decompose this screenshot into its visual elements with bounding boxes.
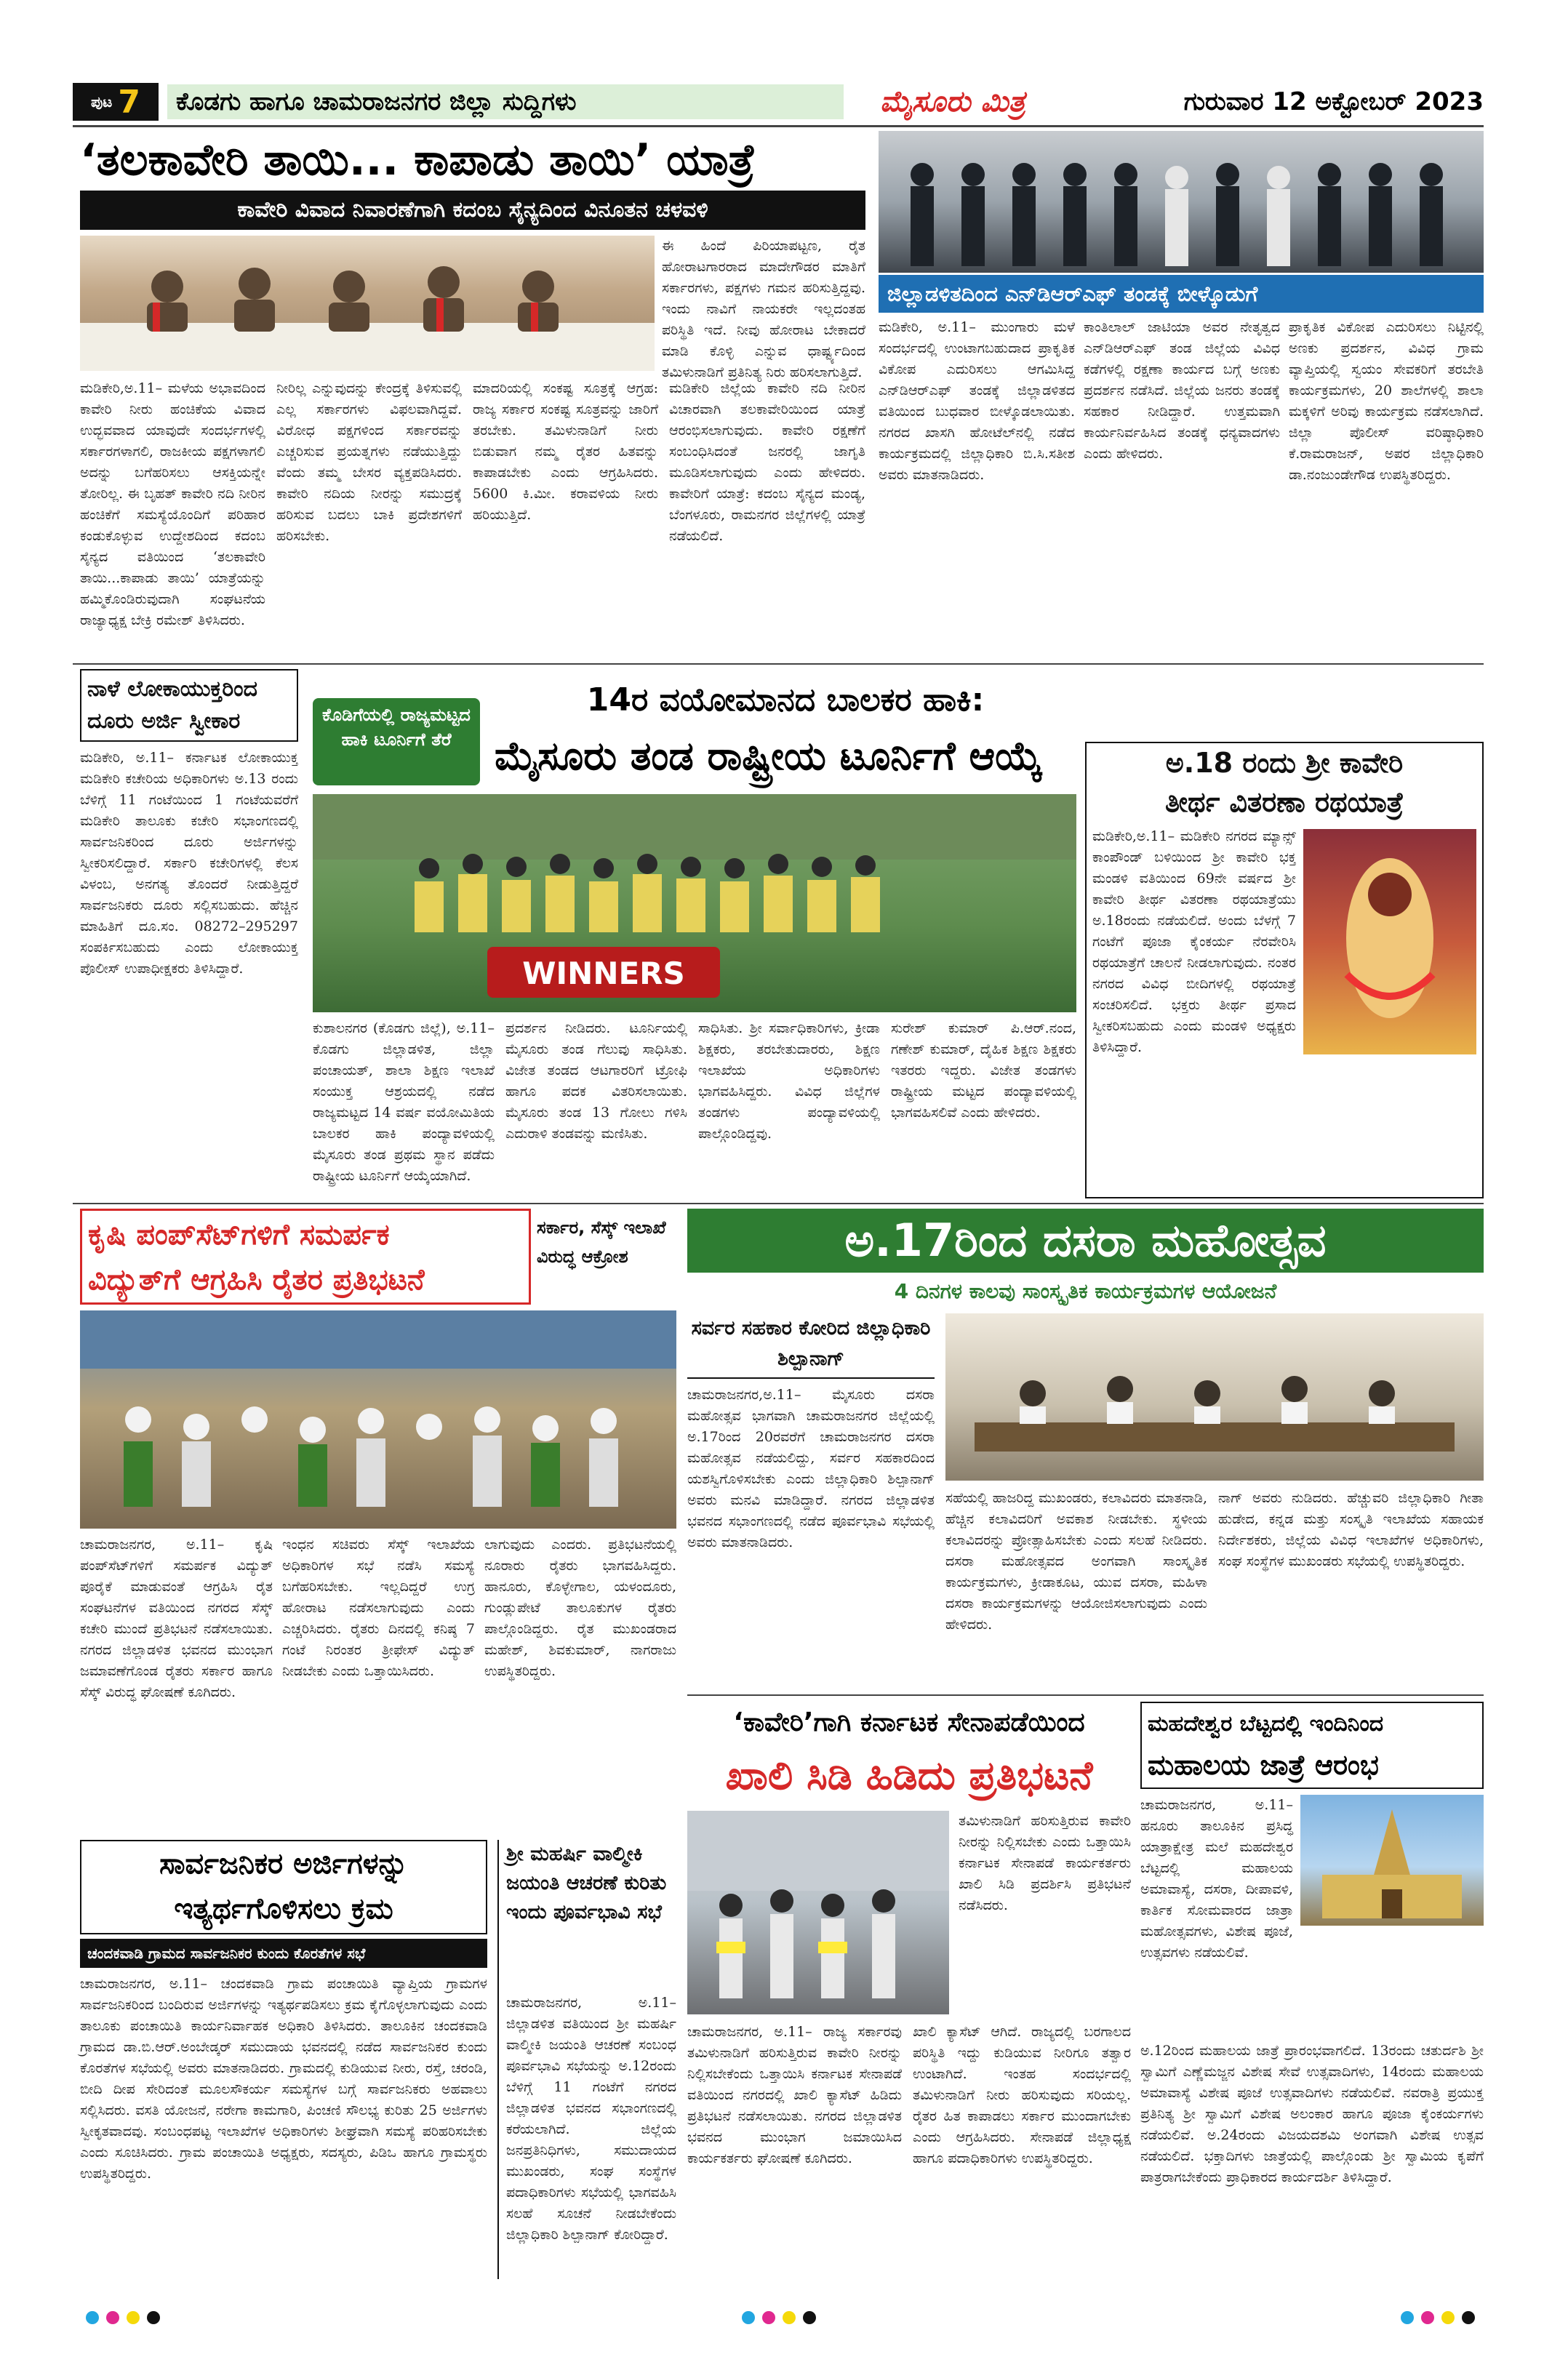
page-header (73, 79, 1484, 124)
story4-kicker-box (313, 698, 480, 785)
story6-side-label: ಸರ್ಕಾರ, ಸೆಸ್ಕ್ ಇಲಾಖೆ ವಿರುದ್ಧ ಆಕ್ರೋಶ (537, 1217, 666, 1267)
temple-photo (1300, 1795, 1484, 1926)
story2-headline-bar (879, 275, 1484, 313)
story7-kicker: ಸರ್ವರ ಸಹಕಾರ ಕೋರಿದ ಜಿಲ್ಲಾಧಿಕಾರಿ ಶಿಲ್ಪಾನಾಗ್ (691, 1317, 931, 1370)
story11-headline-1: ಮಹದೇಶ್ವರ ಬೆಟ್ಟದಲ್ಲಿ ಇಂದಿನಿಂದ (1148, 1711, 1384, 1737)
story7-column-1: ಚಾಮರಾಜನಗರ,ಅ.11– ಮೈಸೂರು ದಸರಾ ಮಹೋತ್ಸವ ಭಾಗವಾಗಿ ಚಾಮರಾಜನಗರ ಜಿಲ್ಲೆಯಲ್ಲಿ ಅ.17ರಿಂದ 20ರವರೆಗೆ ಚಾಮರಾಜನಗರ ದಸರಾ ಮಹೋತ್ಸವ ನಡೆಯಲಿದ್ದು, ಸರ್ವರ ಸಹಕಾರದಿಂದ ಯಶಸ್ವಿಗೊಳಿಸಬೇಕು ಎಂದು ಜಿಲ್ಲಾಧಿಕಾರಿ ಶಿಲ್ಪಾನಾಗ್ ಅವರು ಮನವಿ ಮಾಡಿದ್ದಾರೆ. ನಗರದ ಜಿಲ್ಲಾಡಳಿತ ಭವನದ ಸಭಾಂಗಣದಲ್ಲಿ ನಡೆದ ಪೂರ್ವಭಾವಿ ಸಭೆಯಲ್ಲಿ ಅವರು ಮಾತನಾಡಿದರು. (687, 1387, 935, 1550)
story1-subhead: ಕಾವೇರಿ ವಿವಾದ ನಿವಾರಣೆಗಾಗಿ ಕದಂಬ ಸೈನ್ಯದಿಂದ ವಿನೂತನ ಚಳವಳಿ (80, 191, 865, 230)
story8-headline-2: ಇತ್ಯರ್ಥಗೊಳಿಸಲು ಕ್ರಮ (174, 1892, 393, 1926)
story6-column-1: ಚಾಮರಾಜನಗರ, ಅ.11– ಕೃಷಿ ಪಂಪ್‌ಸೆಟ್‌ಗಳಿಗೆ ಸಮರ್ಪಕ ವಿದ್ಯುತ್ ಪೂರೈಕೆ ಮಾಡುವಂತೆ ಆಗ್ರಹಿಸಿ ರೈತ ಸಂಘಟನೆಗಳ ವತಿಯಿಂದ ನಗರದ ಸೆಸ್ಕ್ ಕಚೇರಿ ಮುಂದೆ ಪ್ರತಿಭಟನೆ ನಡೆಸಲಾಯಿತು. ನಗರದ ಜಿಲ್ಲಾಡಳಿತ ಭವನದ ಮುಂಭಾಗ ಜಮಾವಣೆಗೊಂಡ ರೈತರು ಸರ್ಕಾರ ಹಾಗೂ ಸೆಸ್ಕ್ ವಿರುದ್ಧ ಘೋಷಣೆ ಕೂಗಿದರು. (80, 1537, 273, 1700)
cyan-mark (86, 2311, 99, 2324)
farmers-protest-photo (80, 1310, 676, 1529)
story1-photo (80, 236, 655, 371)
story10-column-2: ಖಾಲಿ ಕ್ಯಾಸೆಟ್ ಆಗಿದೆ. ರಾಜ್ಯದಲ್ಲಿ ಬರಗಾಲದ ಪರಿಸ್ಥಿತಿ ಇದ್ದು ಕುಡಿಯುವ ನೀರಿಗೂ ತತ್ವಾರ ಉಂಟಾಗಿದೆ. ಇಂತಹ ಸಂದರ್ಭದಲ್ಲಿ ತಮಿಳುನಾಡಿಗೆ ನೀರು ಹರಿಸುವುದು ಸರಿಯಲ್ಲ. ರೈತರ ಹಿತ ಕಾಪಾಡಲು ಸರ್ಕಾರ ಮುಂದಾಗಬೇಕು ಎಂದು ಆಗ್ರಹಿಸಿದರು. ಸೇನಾಪಡೆ ಜಿಲ್ಲಾಧ್ಯಕ್ಷ ಹಾಗೂ ಪದಾಧಿಕಾರಿಗಳು ಉಪಸ್ಥಿತರಿದ್ದರು. (913, 2024, 1131, 2166)
story11-headline-box (1140, 1702, 1484, 1789)
story1-column-1: ಮಡಿಕೇರಿ,ಅ.11– ಮಳೆಯ ಅಭಾವದಿಂದ ಕಾವೇರಿ ನೀರು ಹಂಚಿಕೆಯ ವಿವಾದ ಉದ್ಭವವಾದ ಯಾವುದೇ ಸಂದರ್ಭಗಳಲ್ಲಿ ಸರ್ಕಾರಗಳಾಗಲಿ, ರಾಜಕೀಯ ಪಕ್ಷಗಳಾಗಲಿ ಅದನ್ನು ಬಗೆಹರಿಸಲು ಆಸಕ್ತಿಯನ್ನೇ ತೋರಿಲ್ಲ. ಈ ಬೃಹತ್ ಕಾವೇರಿ ನದಿ ನೀರಿನ ಹಂಚಿಕೆಗೆ ಸಮಸ್ಯೆಯೊಂದಿಗೆ ಪರಿಹಾರ ಕಂಡುಕೊಳ್ಳುವ ಉದ್ದೇಶದಿಂದ ಕದಂಬ ಸೈನ್ಯದ ವತಿಯಿಂದ ‘ತಲಕಾವೇರಿ ತಾಯಿ...ಕಾಪಾಡು ತಾಯಿ’ ಯಾತ್ರೆಯನ್ನು ಹಮ್ಮಿಕೊಂಡಿರುವುದಾಗಿ ಸಂಘಟನೆಯ ರಾಜ್ಯಾಧ್ಯಕ್ಷ ಬೇಕ್ರಿ ರಮೇಶ್ ತಿಳಿಸಿದರು. (80, 380, 265, 628)
print-marks-center (742, 2311, 816, 2324)
story7-headline: ಅ.17ರಿಂದ ದಸರಾ ಮಹೋತ್ಸವ (844, 1214, 1327, 1267)
page-label: ಪುಟ (91, 93, 113, 111)
story1-column-3: ಮಾದರಿಯಲ್ಲಿ ಸಂಕಷ್ಟ ಸೂತ್ರಕ್ಕೆ ಆಗ್ರಹ: ರಾಜ್ಯ ಸರ್ಕಾರ ಸಂಕಷ್ಟ ಸೂತ್ರವನ್ನು ಜಾರಿಗೆ ತರಬೇಕು. ತಮಿಳುನಾಡಿಗೆ ನೀರು ಬಿಡುವಾಗ ನಮ್ಮ ರೈತರ ಹಿತವನ್ನು ಕಾಪಾಡಬೇಕು ಎಂದು ಆಗ್ರಹಿಸಿದರು. 5600 ಕಿ.ಮೀ. ಕರಾವಳಿಯ ನೀರು ಹರಿಯುತ್ತಿದೆ. (473, 380, 658, 523)
yellow-mark (783, 2311, 796, 2324)
story2-column-1: ಮಡಿಕೇರಿ, ಅ.11– ಮುಂಗಾರು ಮಳೆ ಸಂದರ್ಭದಲ್ಲಿ ಉಂಟಾಗಬಹುದಾದ ಪ್ರಾಕೃತಿಕ ವಿಕೋಪ ಎದುರಿಸಲು ಆಗಮಿಸಿದ್ದ ಎನ್‌ಡಿಆರ್‌ಎಫ್ ತಂಡಕ್ಕೆ ಜಿಲ್ಲಾಡಳಿತದ ವತಿಯಿಂದ ಬುಧವಾರ ಬೀಳ್ಕೊಡಲಾಯಿತು. ನಗರದ ಖಾಸಗಿ ಹೋಟೆಲ್‌ನಲ್ಲಿ ನಡೆದ ಕಾರ್ಯಕ್ರಮದಲ್ಲಿ ಜಿಲ್ಲಾಧಿಕಾರಿ ಬಿ.ಸಿ.ಸತೀಶ ಅವರು ಮಾತನಾಡಿದರು. (879, 319, 1075, 483)
meeting-room-illustration (945, 1313, 1484, 1481)
magenta-mark (1421, 2311, 1434, 2324)
yellow-mark (127, 2311, 140, 2324)
story1-intro: ಈ ಹಿಂದೆ ಪಿರಿಯಾಪಟ್ಟಣ, ರೈತ ಹೋರಾಟಗಾರರಾದ ಮಾದೇಗೌಡರ ಮಾತಿಗೆ ಸರ್ಕಾರಗಳು, ಪಕ್ಷಗಳು ಗಮನ ಹರಿಸುತ್ತಿದ್ದವು. ಇಂದು ನಾವಿಗೆ ನಾಯಕರೇ ಇಲ್ಲದಂತಹ ಪರಿಸ್ಥಿತಿ ಇದೆ. ನೀವು ಹೋರಾಟ ಬೇಕಾದರೆ ಮಾಡಿ ಕೊಳ್ಳಿ ಎನ್ನುವ ಧಾರ್ಷ್ಟ್ಯದಿಂದ ತಮಿಳುನಾಡಿಗೆ ಪ್ರತಿನಿತ್ಯ ನಿರು ಹರಿಸಲಾಗುತ್ತಿದೆ. (662, 238, 865, 380)
goddess-kaveri-photo (1303, 829, 1476, 1054)
story4-column-2: ಪ್ರದರ್ಶನ ನೀಡಿದರು. ಟೂರ್ನಿಯಲ್ಲಿ ಮೈಸೂರು ತಂಡ ಗೆಲುವು ಸಾಧಿಸಿತು. ವಿಜೇತ ತಂಡದ ಆಟಗಾರರಿಗೆ ಟ್ರೋಫಿ ಹಾಗೂ ಪದಕ ವಿತರಿಸಲಾಯಿತು. ಮೈಸೂರು ತಂಡ 13 ಗೋಲು ಗಳಿಸಿ ಎದುರಾಳಿ ತಂಡವನ್ನು ಮಣಿಸಿತು. (505, 1020, 687, 1142)
protest-crowd-illustration (80, 1310, 676, 1529)
story10-column-1: ಚಾಮರಾಜನಗರ, ಅ.11– ರಾಜ್ಯ ಸರ್ಕಾರವು ತಮಿಳುನಾಡಿಗೆ ಹರಿಸುತ್ತಿರುವ ಕಾವೇರಿ ನೀರನ್ನು ನಿಲ್ಲಿಸಬೇಕೆಂದು ಒತ್ತಾಯಿಸಿ ಕರ್ನಾಟಕ ಸೇನಾಪಡೆ ವತಿಯಿಂದ ನಗರದಲ್ಲಿ ಖಾಲಿ ಕ್ಯಾಸೆಟ್ ಹಿಡಿದು ಪ್ರತಿಭಟನೆ ನಡೆಸಲಾಯಿತು. ನಗರದ ಜಿಲ್ಲಾಡಳಿತ ಭವನದ ಮುಂಭಾಗ ಜಮಾಯಿಸಿದ ಕಾರ್ಯಕರ್ತರು ಘೋಷಣೆ ಕೂಗಿದರು. (687, 2024, 902, 2166)
story7-column-2: ಸಹೆಯಲ್ಲಿ ಹಾಜರಿದ್ದ ಮುಖಂಡರು, ಕಲಾವಿದರು ಮಾತನಾಡಿ, ಹೆಚ್ಚಿನ ಕಲಾವಿದರಿಗೆ ಅವಕಾಶ ನೀಡಬೇಕು. ಸ್ಥಳೀಯ ಕಲಾವಿದರನ್ನು ಪ್ರೋತ್ಸಾಹಿಸಬೇಕು ಎಂದು ಸಲಹೆ ನೀಡಿದರು. ದಸರಾ ಮಹೋತ್ಸವದ ಅಂಗವಾಗಿ ಸಾಂಸ್ಕೃತಿಕ ಕಾರ್ಯಕ್ರಮಗಳು, ಕ್ರೀಡಾಕೂಟ, ಯುವ ದಸರಾ, ಮಹಿಳಾ ದಸರಾ ಕಾರ್ಯಕ್ರಮಗಳನ್ನು ಆಯೋಜಿಸಲಾಗುವುದು ಎಂದು ಹೇಳಿದರು. (945, 1490, 1207, 1633)
story8-body: ಚಾಮರಾಜನಗರ, ಅ.11– ಚಂದಕವಾಡಿ ಗ್ರಾಮ ಪಂಚಾಯಿತಿ ವ್ಯಾಪ್ತಿಯ ಗ್ರಾಮಗಳ ಸಾರ್ವಜನಿಕರಿಂದ ಬಂದಿರುವ ಅರ್ಜಿಗಳನ್ನು ಇತ್ಯರ್ಥಪಡಿಸಲು ಕ್ರಮ ಕೈಗೊಳ್ಳಲಾಗುವುದು ಎಂದು ತಾಲೂಕು ಪಂಚಾಯಿತಿ ಕಾರ್ಯನಿರ್ವಾಹಕ ಅಧಿಕಾರಿ ತಿಳಿಸಿದರು. ತಾಲೂಕಿನ ಚಂದಕವಾಡಿ ಗ್ರಾಮದ ಡಾ.ಬಿ.ಆರ್.ಅಂಬೇಡ್ಕರ್ ಸಮುದಾಯ ಭವನದಲ್ಲಿ ನಡೆದ ಸಾರ್ವಜನಿಕರ ಕುಂದು ಕೊರತೆಗಳ ಸಭೆಯಲ್ಲಿ ಅವರು ಮಾತನಾಡಿದರು. ಗ್ರಾಮದಲ್ಲಿ ಕುಡಿಯುವ ನೀರು, ರಸ್ತೆ, ಚರಂಡಿ, ಬೀದಿ ದೀಪ ಸೇರಿದಂತೆ ಮೂಲಸೌಕರ್ಯ ಸಮಸ್ಯೆಗಳ ಬಗ್ಗೆ ಸಾರ್ವಜನಿಕರು ಅಹವಾಲು ಸಲ್ಲಿಸಿದರು. ವಸತಿ ಯೋಜನೆ, ನರೇಗಾ ಕಾಮಗಾರಿ, ಪಿಂಚಣಿ ಸೌಲಭ್ಯ ಕುರಿತು 25 ಅರ್ಜಿಗಳು ಸ್ವೀಕೃತವಾದವು. ಸಂಬಂಧಪಟ್ಟ ಇಲಾಖೆಗಳ ಅಧಿಕಾರಿಗಳು ಶೀಘ್ರವಾಗಿ ಸಮಸ್ಯೆ ಪರಿಹರಿಸಬೇಕು ಎಂದು ಸೂಚಿಸಿದರು. ಗ್ರಾಮ ಪಂಚಾಯಿತಿ ಅಧ್ಯಕ್ಷರು, ಸದಸ್ಯರು, ಪಿಡಿಒ ಹಾಗೂ ಗ್ರಾಮಸ್ಥರು ಉಪಸ್ಥಿತರಿದ್ದರು. (80, 1976, 487, 2182)
story8-bar: ಚಂದಕವಾಡಿ ಗ್ರಾಮದ ಸಾರ್ವಜನಿಕರ ಕುಂದು ಕೊರತೆಗಳ ಸಭೆ (80, 1939, 487, 1968)
story5-headline-2: ತೀರ್ಥ ವಿತರಣಾ ರಥಯಾತ್ರೆ (1164, 786, 1404, 818)
divider-2 (73, 1203, 1484, 1204)
protesters-illustration (687, 1811, 949, 2014)
story7-column-3: ನಾಗ್ ಅವರು ನುಡಿದರು. ಹೆಚ್ಚುವರಿ ಜಿಲ್ಲಾಧಿಕಾರಿ ಗೀತಾ ಹುಡೇದ, ಕನ್ನಡ ಮತ್ತು ಸಂಸ್ಕೃತಿ ಇಲಾಖೆಯ ಸಹಾಯಕ ನಿರ್ದೇಶಕರು, ಜಿಲ್ಲೆಯ ವಿವಿಧ ಇಲಾಖೆಗಳ ಅಧಿಕಾರಿಗಳು, ಸಂಘ ಸಂಸ್ಥೆಗಳ ಮುಖಂಡರು ಸಭೆಯಲ್ಲಿ ಉಪಸ್ಥಿತರಿದ್ದರು. (1218, 1490, 1484, 1569)
magenta-mark (106, 2311, 119, 2324)
ndrf-team-photo (879, 131, 1484, 273)
header-rule (73, 125, 1484, 127)
story8-headline-box (80, 1840, 487, 1934)
story6-headline-2: ವಿದ್ಯುತ್‌ಗೆ ಆಗ್ರಹಿಸಿ ರೈತರ ಪ್ರತಿಭಟನೆ (88, 1263, 425, 1297)
hockey-team-photo (313, 794, 1076, 1012)
story3-headline: ನಾಳೆ ಲೋಕಾಯುಕ್ತರಿಂದ ದೂರು ಅರ್ಜಿ ಸ್ವೀಕಾರ (87, 676, 257, 734)
black-mark (147, 2311, 160, 2324)
cyan-mark (742, 2311, 755, 2324)
divider-1 (73, 663, 1484, 665)
story11-headline-2: ಮಹಾಲಯ ಜಾತ್ರೆ ಆರಂಭ (1148, 1749, 1379, 1781)
story11-body-2: ಅ.12ರಿಂದ ಮಹಾಲಯ ಜಾತ್ರೆ ಪ್ರಾರಂಭವಾಗಲಿದೆ. 13ರಂದು ಚತುರ್ದಶಿ ಶ್ರೀ ಸ್ವಾಮಿಗೆ ಎಣ್ಣೆಮಜ್ಜನ ವಿಶೇಷ ಸೇವೆ ಉತ್ಸವಾದಿಗಳು, 14ರಂದು ಮಹಾಲಯ ಅಮಾವಾಸ್ಯೆ ವಿಶೇಷ ಪೂಜೆ ಉತ್ಸವಾದಿಗಳು ನಡೆಯಲಿವೆ. ನವರಾತ್ರಿ ಪ್ರಯುಕ್ತ ಪ್ರತಿನಿತ್ಯ ಶ್ರೀ ಸ್ವಾಮಿಗೆ ವಿಶೇಷ ಅಲಂಕಾರ ಹಾಗೂ ಪೂಜಾ ಕೈಂಕರ್ಯಗಳು ನಡೆಯಲಿವೆ. ಅ.24ರಂದು ವಿಜಯದಶಮಿ ಅಂಗವಾಗಿ ವಿಶೇಷ ಉತ್ಸವ ನಡೆಯಲಿದೆ. ಭಕ್ತಾದಿಗಳು ಜಾತ್ರೆಯಲ್ಲಿ ಪಾಲ್ಗೊಂಡು ಶ್ರೀ ಸ್ವಾಮಿಯ ಕೃಪೆಗೆ ಪಾತ್ರರಾಗಬೇಕೆಂದು ಪ್ರಾಧಿಕಾರದ ಕಾರ್ಯದರ್ಶಿ ತಿಳಿಸಿದ್ದಾರೆ. (1140, 2043, 1484, 2185)
story1-column-2: ನೀರಿಲ್ಲ ಎನ್ನುವುದನ್ನು ಕೇಂದ್ರಕ್ಕೆ ತಿಳಿಸುವಲ್ಲಿ ಎಲ್ಲ ಸರ್ಕಾರಗಳು ವಿಫಲವಾಗಿದ್ದವೆ. ವಿರೋಧ ಪಕ್ಷಗಳಿಂದ ಸರ್ಕಾರವನ್ನು ಎಚ್ಚರಿಸುವ ಪ್ರಯತ್ನಗಳು ನಡೆಯುತ್ತಿದ್ದು ವೆಂದು ತಮ್ಮ ಬೇಸರ ವ್ಯಕ್ತಪಡಿಸಿದರು. ಕಾವೇರಿ ನದಿಯ ನೀರನ್ನು ಸಮುದ್ರಕ್ಕೆ ಹರಿಸುವ ಬದಲು ಬಾಕಿ ಪ್ರದೇಶಗಳಿಗೆ ಹರಿಸಬೇಕು. (276, 380, 462, 544)
print-marks-left (86, 2311, 160, 2324)
story4-column-4: ಸುರೇಶ್ ಕುಮಾರ್ ಪಿ.ಆರ್.ನಂದ, ಗಣೇಶ್ ಕುಮಾರ್, ದೈಹಿಕ ಶಿಕ್ಷಣ ಶಿಕ್ಷಕರು ಇತರರು ಇದ್ದರು. ವಿಜೇತ ತಂಡಗಳು ರಾಷ್ಟ್ರೀಯ ಮಟ್ಟದ ಪಂದ್ಯಾವಳಿಯಲ್ಲಿ ಭಾಗವಹಿಸಲಿವೆ ಎಂದು ಹೇಳಿದರು. (891, 1020, 1076, 1121)
story4-kicker: ಕೊಡಿಗೆಯಲ್ಲಿ ರಾಜ್ಯಮಟ್ಟದ ಹಾಕಿ ಟೂರ್ನಿಗೆ ತೆರೆ (322, 705, 471, 750)
story5-headline-1: ಅ.18 ರಂದು ಶ್ರೀ ಕಾವೇರಿ (1165, 747, 1404, 779)
story7-subhead: 4 ದಿನಗಳ ಕಾಲವು ಸಾಂಸ್ಕೃತಿಕ ಕಾರ್ಯಕ್ರಮಗಳ ಆಯೋಜನೆ (894, 1279, 1277, 1303)
story9-body: ಚಾಮರಾಜನಗರ, ಅ.11– ಜಿಲ್ಲಾಡಳಿತ ವತಿಯಿಂದ ಶ್ರೀ ಮಹರ್ಷಿ ವಾಲ್ಮೀಕಿ ಜಯಂತಿ ಆಚರಣೆ ಸಂಬಂಧ ಪೂರ್ವಭಾವಿ ಸಭೆಯನ್ನು ಅ.12ರಂದು ಬೆಳಿಗ್ಗೆ 11 ಗಂಟೆಗೆ ನಗರದ ಜಿಲ್ಲಾಡಳಿತ ಭವನದ ಸಭಾಂಗಣದಲ್ಲಿ ಕರೆಯಲಾಗಿದೆ. ಜಿಲ್ಲೆಯ ಜನಪ್ರತಿನಿಧಿಗಳು, ಸಮುದಾಯದ ಮುಖಂಡರು, ಸಂಘ ಸಂಸ್ಥೆಗಳ ಪದಾಧಿಕಾರಿಗಳು ಸಭೆಯಲ್ಲಿ ಭಾಗವಹಿಸಿ ಸಲಹೆ ಸೂಚನೆ ನೀಡಬೇಕೆಂದು ಜಿಲ್ಲಾಧಿಕಾರಿ ಶಿಲ್ಪಾನಾಗ್ ಕೋರಿದ್ದಾರೆ. (506, 1995, 676, 2243)
team-group-illustration (879, 131, 1484, 273)
black-mark (803, 2311, 816, 2324)
idol-illustration (1303, 829, 1476, 1054)
story5-body: ಮಡಿಕೇರಿ,ಅ.11– ಮಡಿಕೇರಿ ನಗರದ ಮ್ಯಾನ್ಸ್ ಕಾಂಪೌಂಡ್ ಬಳಿಯಿಂದ ಶ್ರೀ ಕಾವೇರಿ ಭಕ್ತ ಮಂಡಳಿ ವತಿಯಿಂದ 69ನೇ ವರ್ಷದ ಶ್ರೀ ಕಾವೇರಿ ತೀರ್ಥ ವಿತರಣಾ ರಥಯಾತ್ರೆಯು ಅ.18ರಂದು ನಡೆಯಲಿದೆ. ಅಂದು ಬೆಳಗ್ಗೆ 7 ಗಂಟೆಗೆ ಪೂಜಾ ಕೈಂಕರ್ಯ ನೆರವೇರಿಸಿ ರಥಯಾತ್ರೆಗೆ ಚಾಲನೆ ನೀಡಲಾಗುವುದು. ನಂತರ ನಗರದ ವಿವಿಧ ಬೀದಿಗಳಲ್ಲಿ ರಥಯಾತ್ರೆ ಸಂಚರಿಸಲಿದೆ. ಭಕ್ತರು ತೀರ್ಥ ಪ್ರಸಾದ ಸ್ವೀಕರಿಸಬಹುದು ಎಂದು ಮಂಡಳಿ ಅಧ್ಯಕ್ಷರು ತಿಳಿಸಿದ್ದಾರೆ. (1092, 828, 1296, 1055)
story2-column-2: ಕಾಂತಿಲಾಲ್ ಜಾಟಿಯಾ ಅವರ ನೇತೃತ್ವದ ಎನ್‌ಡಿಆರ್‌ಎಫ್ ತಂಡ ಜಿಲ್ಲೆಯ ವಿವಿಧ ಕಡೆಗಳಲ್ಲಿ ರಕ್ಷಣಾ ಕಾರ್ಯದ ಬಗ್ಗೆ ಅಣಕು ಪ್ರದರ್ಶನ ನಡೆಸಿದೆ. ಜಿಲ್ಲೆಯ ಜನರು ತಂಡಕ್ಕೆ ಸಹಕಾರ ನೀಡಿದ್ದಾರೆ. ಉತ್ತಮವಾಗಿ ಕಾರ್ಯನಿರ್ವಹಿಸಿದ ತಂಡಕ್ಕೆ ಧನ್ಯವಾದಗಳು ಎಂದು ಹೇಳಿದರು. (1084, 319, 1280, 462)
story2-headline: ಜಿಲ್ಲಾಡಳಿತದಿಂದ ಎನ್‌ಡಿಆರ್‌ಎಫ್ ತಂಡಕ್ಕೆ ಬೀಳ್ಕೊಡುಗೆ (887, 281, 1258, 306)
story11-body-1: ಚಾಮರಾಜನಗರ, ಅ.11– ಹನೂರು ತಾಲೂಕಿನ ಪ್ರಸಿದ್ಧ ಯಾತ್ರಾಕ್ಷೇತ್ರ ಮಲೆ ಮಹದೇಶ್ವರ ಬೆಟ್ಟದಲ್ಲಿ ಮಹಾಲಯ ಅಮಾವಾಸ್ಯೆ, ದಸರಾ, ದೀಪಾವಳಿ, ಕಾರ್ತಿಕ ಸೋಮವಾರದ ಜಾತ್ರಾ ಮಹೋತ್ಸವಗಳು, ವಿಶೇಷ ಪೂಜೆ, ಉತ್ಸವಗಳು ನಡೆಯಲಿವೆ. (1140, 1797, 1293, 1961)
page-number-badge (73, 83, 159, 121)
issue-date: ಗುರುವಾರ 12 ಅಕ್ಟೋಬರ್ 2023 (1183, 87, 1484, 116)
winners-banner-text: WINNERS (522, 956, 685, 991)
print-marks-right (1401, 2311, 1475, 2324)
page-number: 7 (118, 83, 140, 121)
press-conference-illustration (80, 236, 655, 371)
story6-headline-box (80, 1209, 531, 1305)
story1-headline: ‘ತಲಕಾವೇರಿ ತಾಯಿ... ಕಾಪಾಡು ತಾಯಿ’ ಯಾತ್ರೆ (80, 135, 756, 185)
magenta-mark (762, 2311, 775, 2324)
story7-headline-bar (687, 1209, 1484, 1273)
story3-headline-box (80, 669, 298, 742)
story9-headline: ಶ್ರೀ ಮಹರ್ಷಿ ವಾಲ್ಮೀಕಿ ಜಯಂತಿ ಆಚರಣೆ ಕುರಿತು ಇಂದು ಪೂರ್ವಭಾವಿ ಸಭೆ (506, 1843, 667, 1923)
story7-kicker-box (687, 1313, 935, 1379)
temple-gopura-illustration (1300, 1795, 1484, 1926)
story1-column-4: ಮಡಿಕೇರಿ ಜಿಲ್ಲೆಯ ಕಾವೇರಿ ನದಿ ನೀರಿನ ವಿಚಾರವಾಗಿ ತಲಕಾವೇರಿಯಿಂದ ಯಾತ್ರೆ ಆರಂಭಿಸಲಾಗುವುದು. ಕಾವೇರಿ ರಕ್ಷಣೆಗೆ ಸಂಬಂಧಿಸಿದಂತೆ ಜನರಲ್ಲಿ ಜಾಗೃತಿ ಮೂಡಿಸಲಾಗುವುದು ಎಂದು ಹೇಳಿದರು. ಕಾವೇರಿಗೆ ಯಾತ್ರೆ: ಕದಂಬ ಸೈನ್ಯದ ಮಂಡ್ಯ, ಬೆಂಗಳೂರು, ರಾಮನಗರ ಜಿಲ್ಲೆಗಳಲ್ಲಿ ಯಾತ್ರೆ ನಡೆಯಲಿದೆ. (669, 380, 865, 544)
story6-headline-1: ಕೃಷಿ ಪಂಪ್‌ಸೆಟ್‌ಗಳಿಗೆ ಸಮರ್ಪಕ (88, 1218, 390, 1252)
story3-body: ಮಡಿಕೇರಿ, ಅ.11– ಕರ್ನಾಟಕ ಲೋಕಾಯುಕ್ತ ಮಡಿಕೇರಿ ಕಚೇರಿಯ ಅಧಿಕಾರಿಗಳು ಅ.13 ರಂದು ಬೆಳಿಗ್ಗೆ 11 ಗಂಟೆಯಿಂದ 1 ಗಂಟೆಯವರೆಗೆ ಮಡಿಕೇರಿ ತಾಲೂಕು ಕಚೇರಿ ಸಭಾಂಗಣದಲ್ಲಿ ಸಾರ್ವಜನಿಕರಿಂದ ದೂರು ಅರ್ಜಿಗಳನ್ನು ಸ್ವೀಕರಿಸಲಿದ್ದಾರೆ. ಸರ್ಕಾರಿ ಕಚೇರಿಗಳಲ್ಲಿ ಕೆಲಸ ವಿಳಂಬ, ಅನಗತ್ಯ ತೊಂದರೆ ನೀಡುತ್ತಿದ್ದರೆ ಸಾರ್ವಜನಿಕರು ದೂರು ಸಲ್ಲಿಸಬಹುದು. ಹೆಚ್ಚಿನ ಮಾಹಿತಿಗೆ ದೂ.ಸಂ. 08272–295297 ಸಂಪರ್ಕಿಸಬಹುದು ಎಂದು ಲೋಕಾಯುಕ್ತ ಪೊಲೀಸ್ ಉಪಾಧೀಕ್ಷಕರು ತಿಳಿಸಿದ್ದಾರೆ. (80, 750, 298, 977)
story10-intro: ತಮಿಳುನಾಡಿಗೆ ಹರಿಸುತ್ತಿರುವ ಕಾವೇರಿ ನೀರನ್ನು ನಿಲ್ಲಿಸಬೇಕು ಎಂದು ಒತ್ತಾಯಿಸಿ ಕರ್ನಾಟಕ ಸೇನಾಪಡೆ ಕಾರ್ಯಕರ್ತರು ಖಾಲಿ ಸಿಡಿ ಪ್ರದರ್ಶಿಸಿ ಪ್ರತಿಭಟನೆ ನಡೆಸಿದರು. (959, 1813, 1131, 1913)
story8-headline-1: ಸಾರ್ವಜನಿಕರ ಅರ್ಜಿಗಳನ್ನು (159, 1847, 408, 1881)
cd-protest-photo (687, 1811, 949, 2014)
section-title: ಕೊಡಗು ಹಾಗೂ ಚಾಮರಾಜನಗರ ಜಿಲ್ಲಾ ಸುದ್ದಿಗಳು (167, 84, 844, 119)
dasara-meeting-photo (945, 1313, 1484, 1481)
yellow-mark (1441, 2311, 1455, 2324)
story10-headline-2: ಖಾಲಿ ಸಿಡಿ ಹಿಡಿದು ಪ್ರತಿಭಟನೆ (725, 1753, 1093, 1798)
newspaper-name: ಮೈಸೂರು ಮಿತ್ರ (880, 85, 1025, 119)
black-mark (1462, 2311, 1475, 2324)
story4-column-3: ಸಾಧಿಸಿತು. ಶ್ರೀ ಸರ್ವಾಧಿಕಾರಿಗಳು, ಕ್ರೀಡಾ ಶಿಕ್ಷಕರು, ತರಬೇತುದಾರರು, ಶಿಕ್ಷಣ ಇಲಾಖೆಯ ಅಧಿಕಾರಿಗಳು ಭಾಗವಹಿಸಿದ್ದರು. ವಿವಿಧ ಜಿಲ್ಲೆಗಳ ತಂಡಗಳು ಪಂದ್ಯಾವಳಿಯಲ್ಲಿ ಪಾಲ್ಗೊಂಡಿದ್ದವು. (698, 1020, 880, 1142)
story4-headline-2: ಮೈಸೂರು ತಂಡ ರಾಷ್ಟ್ರೀಯ ಟೂರ್ನಿಗೆ ಆಯ್ಕೆ (495, 733, 1043, 779)
story6-column-2: ಇಂಧನ ಸಚಿವರು ಸೆಸ್ಕ್ ಇಲಾಖೆಯ ಅಧಿಕಾರಿಗಳ ಸಭೆ ನಡೆಸಿ ಸಮಸ್ಯೆ ಬಗೆಹರಿಸಬೇಕು. ಇಲ್ಲದಿದ್ದರೆ ಉಗ್ರ ಹೋರಾಟ ನಡೆಸಲಾಗುವುದು ಎಂದು ಎಚ್ಚರಿಸಿದರು. ರೈತರು ದಿನದಲ್ಲಿ ಕನಿಷ್ಠ 7 ಗಂಟೆ ನಿರಂತರ ತ್ರೀಫೇಸ್ ವಿದ್ಯುತ್ ನೀಡಬೇಕು ಎಂದು ಒತ್ತಾಯಿಸಿದರು. (282, 1537, 475, 1679)
story6-column-3: ಲಾಗುವುದು ಎಂದರು. ಪ್ರತಿಭಟನೆಯಲ್ಲಿ ನೂರಾರು ರೈತರು ಭಾಗವಹಿಸಿದ್ದರು. ಹಾನೂರು, ಕೊಳ್ಳೇಗಾಲ, ಯಳಂದೂರು, ಗುಂಡ್ಲುಪೇಟೆ ತಾಲೂಕುಗಳ ರೈತರು ಪಾಲ್ಗೊಂಡಿದ್ದರು. ರೈತ ಮುಖಂಡರಾದ ಮಹೇಶ್, ಶಿವಕುಮಾರ್, ನಾಗರಾಜು ಉಪಸ್ಥಿತರಿದ್ದರು. (484, 1537, 676, 1679)
story4-column-1: ಕುಶಾಲನಗರ (ಕೊಡಗು ಜಿಲ್ಲೆ), ಅ.11– ಕೊಡಗು ಜಿಲ್ಲಾಡಳಿತ, ಜಿಲ್ಲಾ ಪಂಚಾಯತ್, ಶಾಲಾ ಶಿಕ್ಷಣ ಇಲಾಖೆ ಸಂಯುಕ್ತ ಆಶ್ರಯದಲ್ಲಿ ನಡೆದ ರಾಜ್ಯಮಟ್ಟದ 14 ವರ್ಷ ವಯೋಮಿತಿಯ ಬಾಲಕರ ಹಾಕಿ ಪಂದ್ಯಾವಳಿಯಲ್ಲಿ ಮೈಸೂರು ತಂಡ ಪ್ರಥಮ ಸ್ಥಾನ ಪಡೆದು ರಾಷ್ಟ್ರೀಯ ಟೂರ್ನಿಗೆ ಆಯ್ಕೆಯಾಗಿದೆ. (313, 1020, 495, 1184)
divider-3 (687, 1694, 1484, 1696)
story2-column-3: ಪ್ರಾಕೃತಿಕ ವಿಕೋಪ ಎದುರಿಸಲು ನಿಟ್ಟಿನಲ್ಲಿ ಅಣಕು ಪ್ರದರ್ಶನ, ವಿವಿಧ ಗ್ರಾಮ ವ್ಯಾಪ್ತಿಯಲ್ಲಿ ಸ್ವಯಂ ಸೇವಕರಿಗೆ ತರಬೇತಿ ಕಾರ್ಯಕ್ರಮಗಳು, 20 ಶಾಲೆಗಳಲ್ಲಿ ಶಾಲಾ ಮಕ್ಕಳಿಗೆ ಅರಿವು ಕಾರ್ಯಕ್ರಮ ನಡೆಸಲಾಗಿದೆ. ಜಿಲ್ಲಾ ಪೊಲೀಸ್ ವರಿಷ್ಠಾಧಿಕಾರಿ ಕೆ.ರಾಮರಾಜನ್, ಅಪರ ಜಿಲ್ಲಾಧಿಕಾರಿ ಡಾ.ನಂಜುಂಡೇಗೌಡ ಉಪಸ್ಥಿತರಿದ್ದರು. (1289, 319, 1484, 483)
story4-headline-1: 14ರ ವಯೋಮಾನದ ಬಾಲಕರ ಹಾಕಿ: (586, 681, 985, 718)
story10-headline-1: ‘ಕಾವೇರಿ’ಗಾಗಿ ಕರ್ನಾಟಕ ಸೇನಾಪಡೆಯಿಂದ (733, 1708, 1085, 1737)
cyan-mark (1401, 2311, 1414, 2324)
